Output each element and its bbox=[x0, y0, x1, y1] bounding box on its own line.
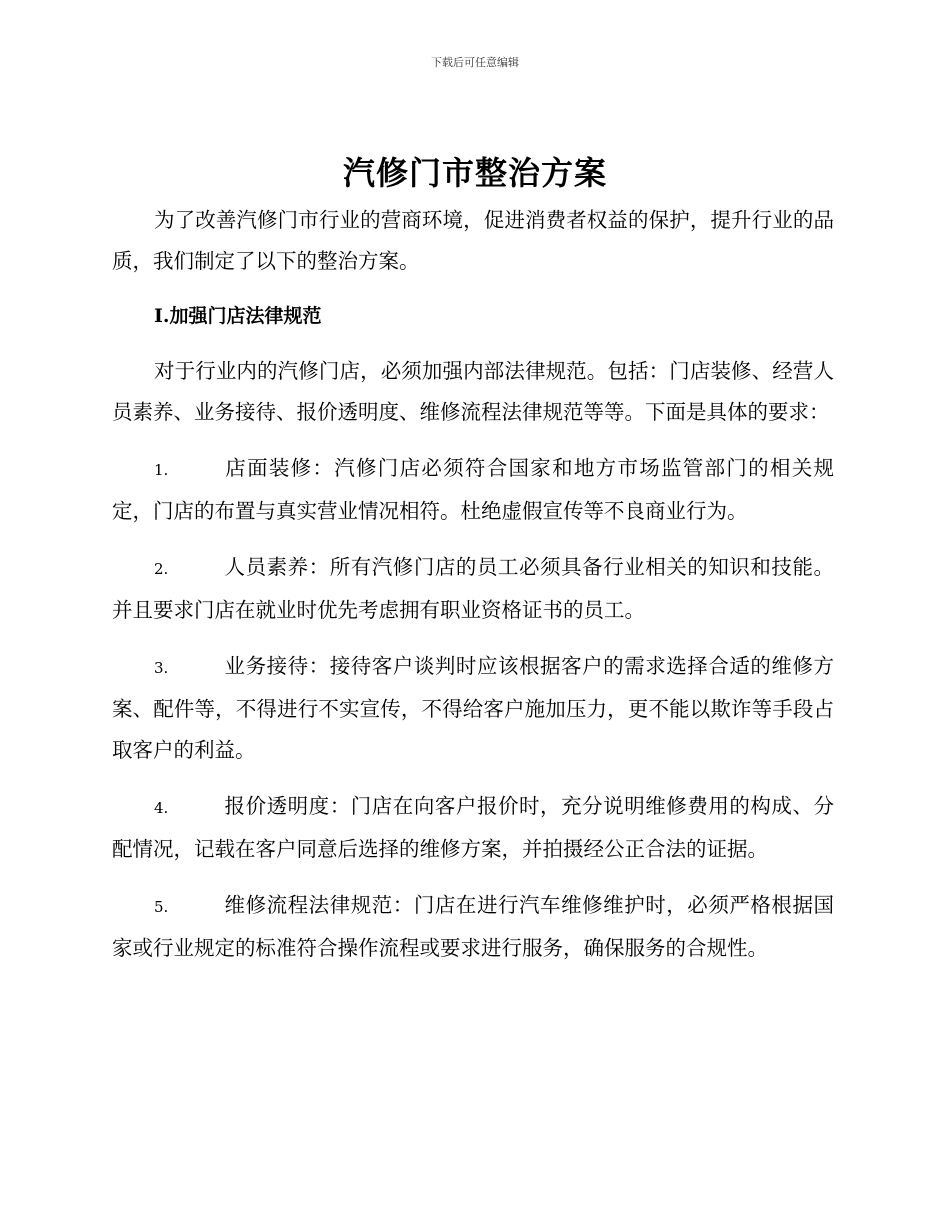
list-item bbox=[112, 786, 834, 870]
document-title: 汽修门市整治方案 bbox=[342, 154, 607, 192]
list-item-number: 4. bbox=[154, 799, 169, 817]
header-note: 下载后可任意编辑 bbox=[431, 56, 519, 69]
list-item-text: 报价透明度：门店在向客户报价时，充分说明维修费用的构成、分配情况，记载在客户同意后选择的维修方案，并拍摄经公正合法的证据。 bbox=[112, 794, 834, 861]
document-body bbox=[112, 200, 834, 969]
section-intro-paragraph: 对于行业内的汽修门店，必须加强内部法律规范。包括：门店装修、经营人员素养、业务接待、报价透明度、维修流程法律规范等等。下面是具体的要求： bbox=[112, 359, 834, 424]
intro-paragraph: 为了改善汽修门市行业的营商环境，促进消费者权益的保护，提升行业的品质，我们制定了以下的整治方案。 bbox=[112, 208, 834, 273]
list-item-text: 人员素养：所有汽修门店的员工必须具备行业相关的知识和技能。并且要求门店在就业时优先考虑拥有职业资格证书的员工。 bbox=[112, 555, 834, 622]
list-item-number: 3. bbox=[154, 659, 169, 677]
list-item bbox=[112, 885, 834, 969]
list-item-number: 2. bbox=[154, 560, 169, 578]
list-item-number: 5. bbox=[154, 898, 169, 916]
list-item-text: 店面装修：汽修门店必须符合国家和地方市场监管部门的相关规定，门店的布置与真实营业情况相符。杜绝虚假宣传等不良商业行为。 bbox=[112, 456, 834, 523]
section-heading: I.加强门店法律规范 bbox=[154, 305, 322, 327]
list-item-number: 1. bbox=[154, 461, 169, 479]
list-item bbox=[112, 547, 834, 631]
list-item bbox=[112, 646, 834, 771]
list-item-text: 业务接待：接待客户谈判时应该根据客户的需求选择合适的维修方案、配件等，不得进行不实宣传，不得给客户施加压力，更不能以欺诈等手段占取客户的利益。 bbox=[112, 654, 834, 762]
list-item-text: 维修流程法律规范：门店在进行汽车维修维护时，必须严格根据国家或行业规定的标准符合操作流程或要求进行服务，确保服务的合规性。 bbox=[112, 893, 834, 960]
list-item bbox=[112, 448, 834, 532]
